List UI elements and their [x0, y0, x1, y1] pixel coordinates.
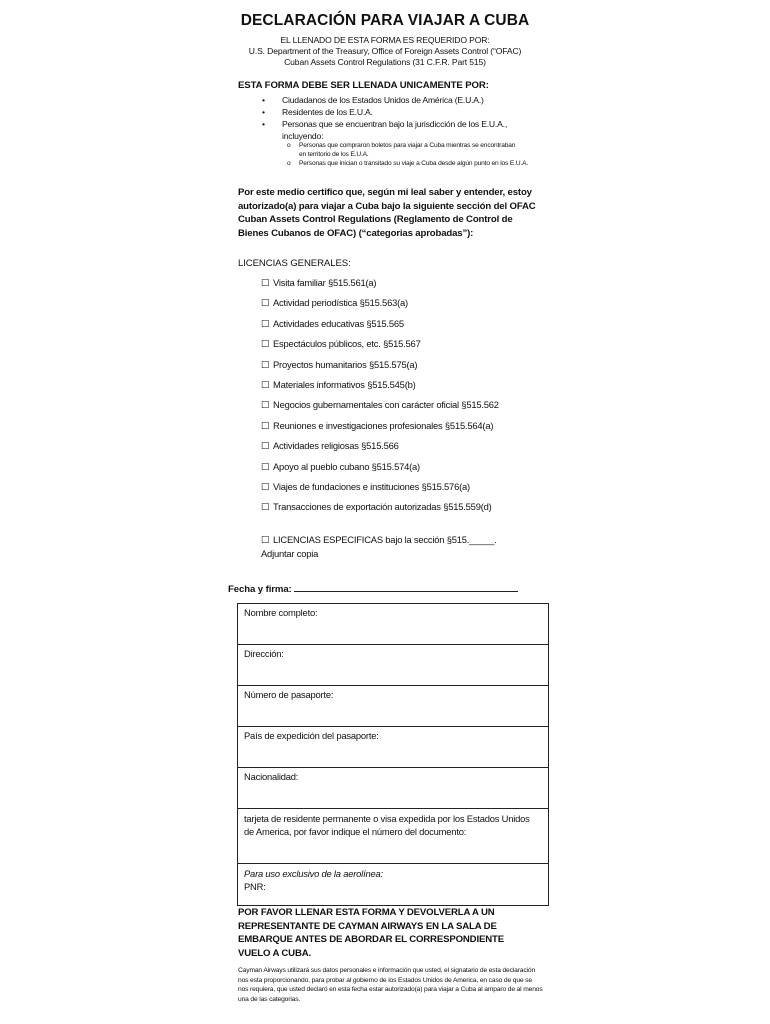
checkbox[interactable]: ☐ [261, 460, 270, 472]
license-label: Actividades educativas §515.565 [273, 317, 404, 329]
privacy-note: Cayman Airways utilizará sus datos personales e información que usted, el signatario de esta declaración nos esta proporcionando, para probar al gobierno de los Estados Unidos de America, en caso de que se nos requiera, que usted declaró en esta fecha estar autorizado(a) para viajar a Cuba al amparo de al menos una de las categorias. [238, 967, 543, 1003]
table-row [238, 864, 549, 906]
subtitle-line-1: EL LLENADO DE ESTA FORMA ES REQUERIDO POR: [280, 35, 490, 45]
checkbox[interactable]: ☐ [261, 480, 270, 492]
airline-use-cell[interactable] [238, 864, 549, 906]
license-label: Actividades religiosas §515.566 [273, 440, 399, 452]
passport-number-field[interactable]: Número de pasaporte: [238, 686, 549, 727]
list-item [262, 94, 562, 106]
specific-license-label: LICENCIAS ESPECIFICAS bajo la sección §515._____. [273, 534, 497, 545]
pnr-label: PNR: [244, 881, 266, 892]
address-field[interactable]: Dirección: [238, 645, 549, 686]
return-instruction: POR FAVOR LLENAR ESTA FORMA Y DEVOLVERLA A UN REPRESENTANTE DE CAYMAN AIRWAYS EN LA SALA DE EMBARQUE ANTES DE ABORDAR EL CORRESPONDIENTE VUELO A CUBA. [238, 907, 504, 959]
list-item [262, 106, 562, 118]
license-option [261, 480, 561, 500]
license-label: Viajes de fundaciones e instituciones §515.576(a) [273, 480, 470, 492]
sub-item-text: Personas que compraron boletos para viajar a Cuba mientras se encontraban en territorio de los E.U.A. [299, 142, 516, 158]
airline-use-label: Para uso exclusivo de la aerolínea: [244, 868, 383, 879]
jurisdiction-sublist [287, 141, 557, 168]
table-row [238, 604, 549, 645]
license-option [261, 500, 561, 520]
license-option [261, 296, 561, 316]
table-row [238, 645, 549, 686]
license-option [261, 460, 561, 480]
license-label: Actividad periodística §515.563(a) [273, 297, 408, 309]
license-option [261, 317, 561, 337]
checkbox[interactable]: ☐ [261, 501, 270, 513]
general-licenses-list [261, 276, 561, 521]
sub-bullet-marker: o [287, 160, 291, 167]
license-option [261, 337, 561, 357]
sub-bullet-marker: o [287, 142, 291, 149]
checkbox[interactable]: ☐ [261, 399, 270, 411]
subtitle-line-3: Cuban Assets Control Regulations (31 C.F.R. Part 515) [284, 57, 486, 67]
bullet-marker: • [262, 95, 265, 105]
general-licenses-heading: LICENCIAS GENERALES: [238, 258, 351, 269]
signature-line[interactable] [294, 582, 518, 592]
nationality-field[interactable]: Nacionalidad: [238, 768, 549, 809]
checkbox[interactable]: ☐ [261, 297, 270, 309]
checkbox[interactable]: ☐ [261, 378, 270, 390]
eligibility-item-text: Ciudadanos de los Estados Unidos de América (E.U.A.) [282, 95, 484, 105]
passport-country-field[interactable]: País de expedición del pasaporte: [238, 727, 549, 768]
full-name-field[interactable]: Nombre completo: [238, 604, 549, 645]
checkbox[interactable]: ☐ [261, 440, 270, 452]
license-label: Materiales informativos §515.545(b) [273, 378, 416, 390]
certification-statement: Por este medio certifico que, según mi leal saber y entender, estoy autorizado(a) para viajar a Cuba bajo la siguiente sección del OFAC Cuban Assets Control Regulations (Reglamento de Control de Bienes Cubanos de OFAC) (“categorias aprobadas”): [238, 187, 536, 239]
bullet-marker: • [262, 119, 265, 129]
eligibility-heading: ESTA FORMA DEBE SER LLENADA UNICAMENTE POR: [238, 80, 489, 91]
residency-document-field[interactable]: tarjeta de residente permanente o visa expedida por los Estados Unidos de America, por favor indique el número del documento: [238, 809, 549, 864]
list-item [287, 159, 564, 168]
table-row [238, 686, 549, 727]
license-label: Proyectos humanitarios §515.575(a) [273, 358, 418, 370]
license-option [261, 398, 561, 418]
sub-item-text: Personas que inician o transitado su viaje a Cuba desde algún punto en los E.U.A. [299, 160, 529, 167]
page-title: DECLARACIÓN PARA VIAJAR A CUBA [240, 12, 530, 29]
license-label: Reuniones e investigaciones profesionales §515.564(a) [273, 419, 494, 431]
license-label: Negocios gubernamentales con carácter oficial §515.562 [273, 399, 499, 411]
eligibility-list [262, 94, 562, 142]
license-label: Transacciones de exportación autorizadas §515.559(d) [273, 501, 492, 513]
checkbox[interactable]: ☐ [261, 277, 270, 288]
license-option [261, 439, 561, 459]
table-row [238, 809, 549, 864]
license-option [261, 378, 561, 398]
table-row [238, 727, 549, 768]
checkbox[interactable]: ☐ [261, 358, 270, 370]
license-label: Espectáculos públicos, etc. §515.567 [273, 338, 421, 350]
license-option [261, 276, 561, 296]
subtitle-line-2: U.S. Department of the Treasury, Office of Foreign Assets Control (“OFAC) [248, 46, 522, 56]
bullet-marker: • [262, 107, 265, 117]
checkbox[interactable]: ☐ [261, 419, 270, 431]
eligibility-item-text: Personas que se encuentran bajo la jurisdicción de los E.U.A., incluyendo: [282, 119, 508, 141]
license-option [261, 358, 561, 378]
checkbox[interactable]: ☐ [261, 534, 270, 545]
list-item [287, 141, 524, 159]
license-label: Apoyo al pueblo cubano §515.574(a) [273, 460, 420, 472]
license-option [261, 419, 561, 439]
checkbox[interactable]: ☐ [261, 317, 270, 329]
attach-copy-note: Adjuntar copia [261, 548, 319, 559]
traveler-info-table [237, 603, 549, 906]
eligibility-item-text: Residentes de los E.U.A. [282, 107, 373, 117]
signature-row [228, 582, 518, 595]
specific-license-option [261, 533, 561, 561]
list-item [262, 118, 532, 142]
license-label: Visita familiar §515.561(a) [273, 277, 377, 288]
table-row [238, 768, 549, 809]
signature-label: Fecha y firma: [228, 584, 292, 595]
checkbox[interactable]: ☐ [261, 338, 270, 350]
